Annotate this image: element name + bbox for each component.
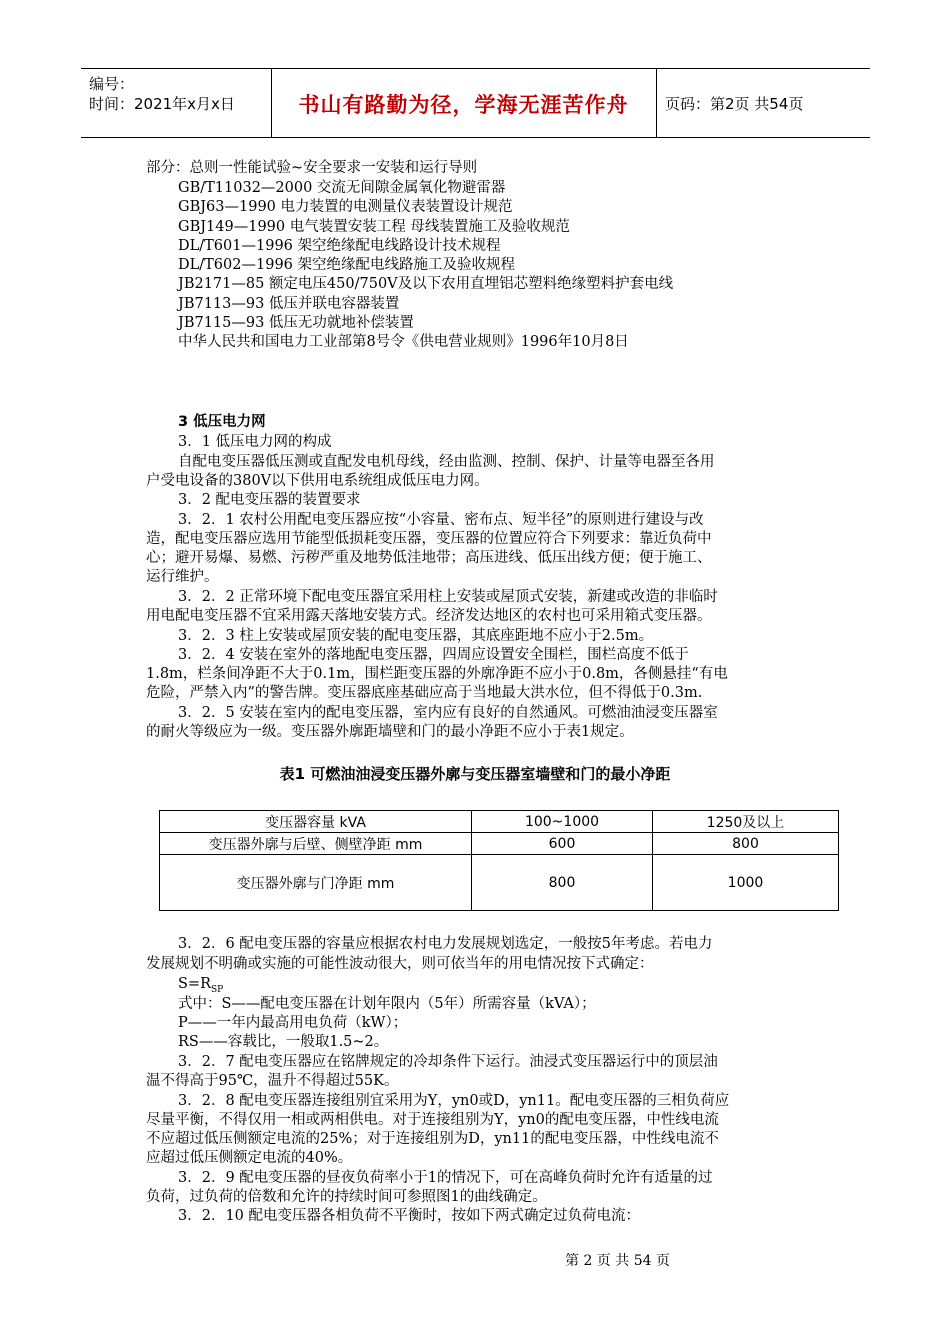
table-row xyxy=(160,855,839,911)
reference-line: JB7115—93 低压无功就地补偿装置 xyxy=(178,315,414,331)
paragraph-line: 温不得高于95℃，温升不得超过55K。 xyxy=(146,1073,399,1089)
reference-line: JB2171—85 额定电压450/750V及以下农用直埋铝芯塑料绝缘塑料护套电线 xyxy=(178,276,674,292)
reference-line: GBJ149—1990 电气装置安装工程 母线装置施工及验收规范 xyxy=(178,219,570,235)
paragraph-line: 不应超过低压侧额定电流的25%；对于连接组别为D，yn11的配电变压器，中性线电流不 xyxy=(146,1131,719,1147)
paragraph-line: 3．2．3 柱上安装或屋顶安装的配电变压器，其底座距地不应小于2.5m。 xyxy=(178,628,654,644)
clearance-table xyxy=(159,810,839,911)
paragraph-line: 3．2．9 配电变压器的昼夜负荷率小于1的情况下，可在高峰负荷时允许有适量的过 xyxy=(178,1170,713,1186)
paragraph-line: 应超过低压侧额定电流的40%。 xyxy=(146,1150,353,1166)
paragraph-line: P——一年内最高用电负荷（kW）； xyxy=(178,1015,408,1031)
paragraph-line: 自配电变压器低压测或直配发电机母线，经由监测、控制、保护、计量等电器至各用 xyxy=(178,454,715,470)
page-header xyxy=(81,68,870,138)
table-cell: 变压器外廓与门净距 mm xyxy=(160,855,472,911)
paragraph-line: 的耐火等级应为一级。变压器外廓距墙壁和门的最小净距不应小于表1规定。 xyxy=(146,724,634,740)
header-divider xyxy=(656,69,657,137)
doc-number-label: 编号： xyxy=(89,75,135,93)
paragraph-line: 3．2．10 配电变压器各相负荷不平衡时，按如下两式确定过负荷电流： xyxy=(178,1208,641,1224)
doc-time-label: 时间：2021年x月x日 xyxy=(89,95,235,113)
paragraph-line: 运行维护。 xyxy=(146,569,219,585)
table-cell: 600 xyxy=(472,833,653,855)
table-cell: 800 xyxy=(472,855,653,911)
reference-line: DL/T601—1996 架空绝缘配电线路设计技术规程 xyxy=(178,238,501,254)
paragraph-line: 发展规划不明确或实施的可能性波动很大，则可依当年的用电情况按下式确定： xyxy=(146,956,654,972)
formula-subscript: SP xyxy=(211,984,224,995)
table-cell: 800 xyxy=(653,833,839,855)
table-caption: 表1 可燃油油浸变压器外廓与变压器室墙壁和门的最小净距 xyxy=(279,765,671,783)
paragraph-line: RS——容载比，一般取1.5~2。 xyxy=(178,1034,389,1050)
paragraph-line: 造，配电变压器应选用节能型低损耗变压器，变压器的位置应符合下列要求：靠近负荷中 xyxy=(146,531,712,547)
paragraph-line: 3．2 配电变压器的装置要求 xyxy=(178,492,361,508)
paragraph-line: 心；避开易爆、易燃、污秽严重及地势低洼地带；高压进线、低压出线方便；便于施工、 xyxy=(146,550,712,566)
header-motto: 书山有路勤为径，学海无涯苦作舟 xyxy=(298,93,629,117)
reference-line: JB7113—93 低压并联电容器装置 xyxy=(178,296,400,312)
header-page-number: 页码：第2页 共54页 xyxy=(665,95,804,113)
table-cell: 1000 xyxy=(653,855,839,911)
paragraph-line: 危险，严禁入内”的警告牌。变压器底座基础应高于当地最大洪水位，但不得低于0.3m. xyxy=(146,685,703,701)
reference-line: 部分：总则一性能试验~安全要求一安装和运行导则 xyxy=(146,160,478,176)
reference-line: GB/T11032—2000 交流无间隙金属氧化物避雷器 xyxy=(178,180,506,196)
paragraph-line: 3．2．8 配电变压器连接组别宜采用为Y，yn0或D，yn11。配电变压器的三相负荷应 xyxy=(178,1093,730,1109)
section-title: 3 低压电力网 xyxy=(178,414,266,430)
formula-text: S=R xyxy=(178,976,212,992)
reference-line: GBJ63—1990 电力装置的电测量仪表装置设计规范 xyxy=(178,199,513,215)
table-row xyxy=(160,833,839,855)
paragraph-line: 用电配电变压器不宜采用露天落地安装方式。经济发达地区的农村也可采用箱式变压器。 xyxy=(146,608,712,624)
paragraph-line: 3．2．4 安装在室外的落地配电变压器，四周应设置安全围栏，围栏高度不低于 xyxy=(178,647,689,663)
paragraph-line: 3．1 低压电力网的构成 xyxy=(178,434,332,450)
reference-line: 中华人民共和国电力工业部第8号令《供电营业规则》1996年10月8日 xyxy=(178,334,629,350)
table-header-cell: 100~1000 xyxy=(472,811,653,833)
reference-line: DL/T602—1996 架空绝缘配电线路施工及验收规程 xyxy=(178,257,515,273)
paragraph-line: 3．2．5 安装在室内的配电变压器，室内应有良好的自然通风。可燃油油浸变压器室 xyxy=(178,705,718,721)
table-header-row xyxy=(160,811,839,833)
table-cell: 变压器外廓与后壁、侧壁净距 mm xyxy=(160,833,472,855)
paragraph-line: 负荷，过负荷的倍数和允许的持续时间可参照图1的曲线确定。 xyxy=(146,1189,547,1205)
paragraph-line: 尽量平衡，不得仅用一相或两相供电。对于连接组别为Y，yn0的配电变压器，中性线电流 xyxy=(146,1112,719,1128)
paragraph-line: 3．2．6 配电变压器的容量应根据农村电力发展规划选定，一般按5年考虑。若电力 xyxy=(178,936,713,952)
paragraph-line: 1.8m，栏条间净距不大于0.1m，围栏距变压器的外廓净距不应小于0.8m，各侧悬挂“有电 xyxy=(146,666,728,682)
page-footer: 第 2 页 共 54 页 xyxy=(565,1253,670,1269)
paragraph-line: 式中：S——配电变压器在计划年限内（5年）所需容量（kVA）； xyxy=(178,996,596,1012)
table-header-cell: 变压器容量 kVA xyxy=(160,811,472,833)
paragraph-line: 3．2．7 配电变压器应在铭牌规定的冷却条件下运行。油浸式变压器运行中的顶层油 xyxy=(178,1054,718,1070)
table-header-cell: 1250及以上 xyxy=(653,811,839,833)
paragraph-line: 3．2．1 农村公用配电变压器应按“小容量、密布点、短半径”的原则进行建设与改 xyxy=(178,512,704,528)
paragraph-line: 户受电设备的380V以下供用电系统组成低压电力网。 xyxy=(146,473,489,489)
paragraph-line: 3．2．2 正常环境下配电变压器宜采用柱上安装或屋顶式安装，新建或改造的非临时 xyxy=(178,589,718,605)
